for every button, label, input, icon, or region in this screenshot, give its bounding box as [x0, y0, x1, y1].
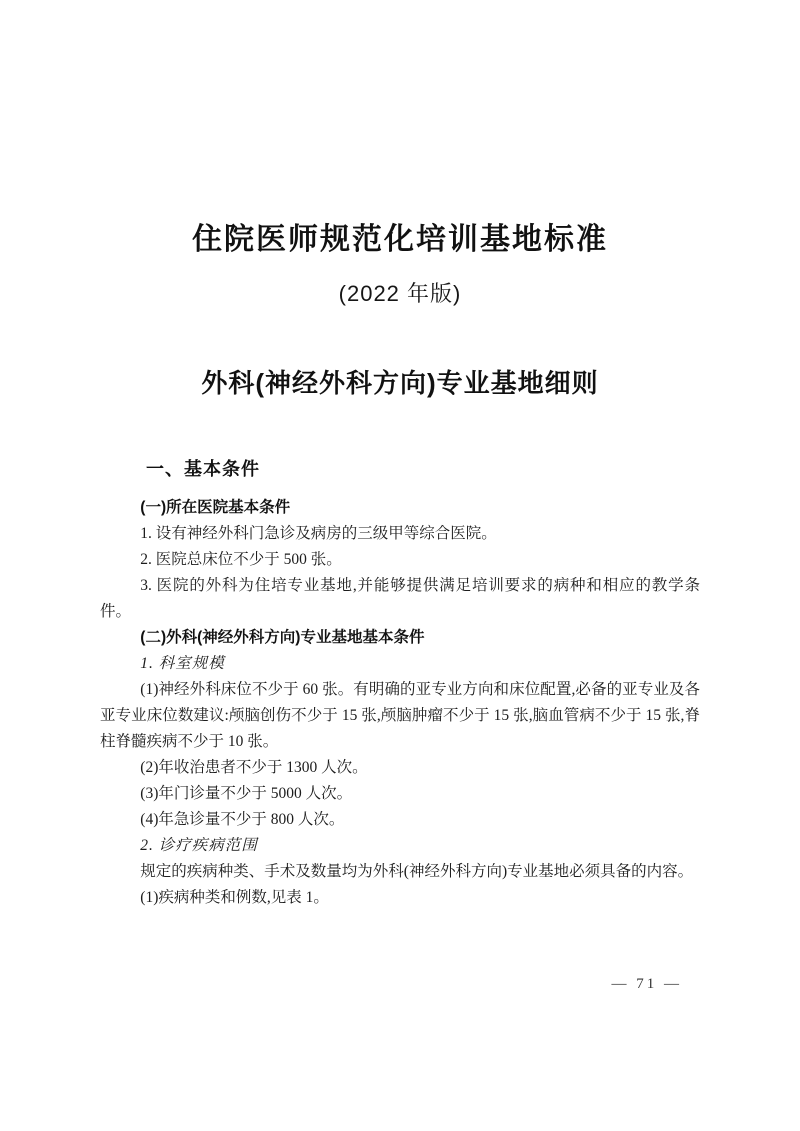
department-scale-point-1: (1)神经外科床位不少于 60 张。有明确的亚专业方向和床位配置,必备的亚专业及各亚专业床位数建议:颅脑创伤不少于 15 张,颅脑肿瘤不少于 15 张,脑血管病不少于 15 张,脊柱脊髓疾病不少于 10 张。	[100, 681, 700, 750]
page-number: — 71 —	[611, 976, 682, 992]
document-body	[100, 456, 700, 911]
disease-scope-intro: 规定的疾病种类、手术及数量均为外科(神经外科方向)专业基地必须具备的内容。	[140, 863, 694, 880]
subsection-1-heading: (一)所在医院基本条件	[140, 499, 291, 516]
document-main-title: 住院医师规范化培训基地标准	[192, 223, 608, 256]
disease-scope-point-1: (1)疾病种类和例数,见表 1。	[140, 889, 329, 906]
subsection-2-heading: (二)外科(神经外科方向)专业基地基本条件	[140, 629, 425, 646]
hospital-condition-item-3: 3. 医院的外科为住培专业基地,并能够提供满足培训要求的病种和相应的教学条件。	[100, 577, 700, 620]
document-subtitle: 外科(神经外科方向)专业基地细则	[201, 368, 599, 398]
department-scale-point-3: (3)年门诊量不少于 5000 人次。	[140, 785, 353, 802]
department-scale-heading: 1. 科室规模	[140, 655, 225, 672]
hospital-condition-item-2: 2. 医院总床位不少于 500 张。	[140, 551, 342, 568]
disease-scope-heading: 2. 诊疗疾病范围	[140, 837, 258, 854]
document-edition: (2022 年版)	[338, 281, 462, 306]
hospital-condition-item-1: 1. 设有神经外科门急诊及病房的三级甲等综合医院。	[140, 525, 497, 542]
section-1-heading: 一、基本条件	[146, 459, 260, 479]
department-scale-point-2: (2)年收治患者不少于 1300 人次。	[140, 759, 368, 776]
department-scale-point-4: (4)年急诊量不少于 800 人次。	[140, 811, 345, 828]
